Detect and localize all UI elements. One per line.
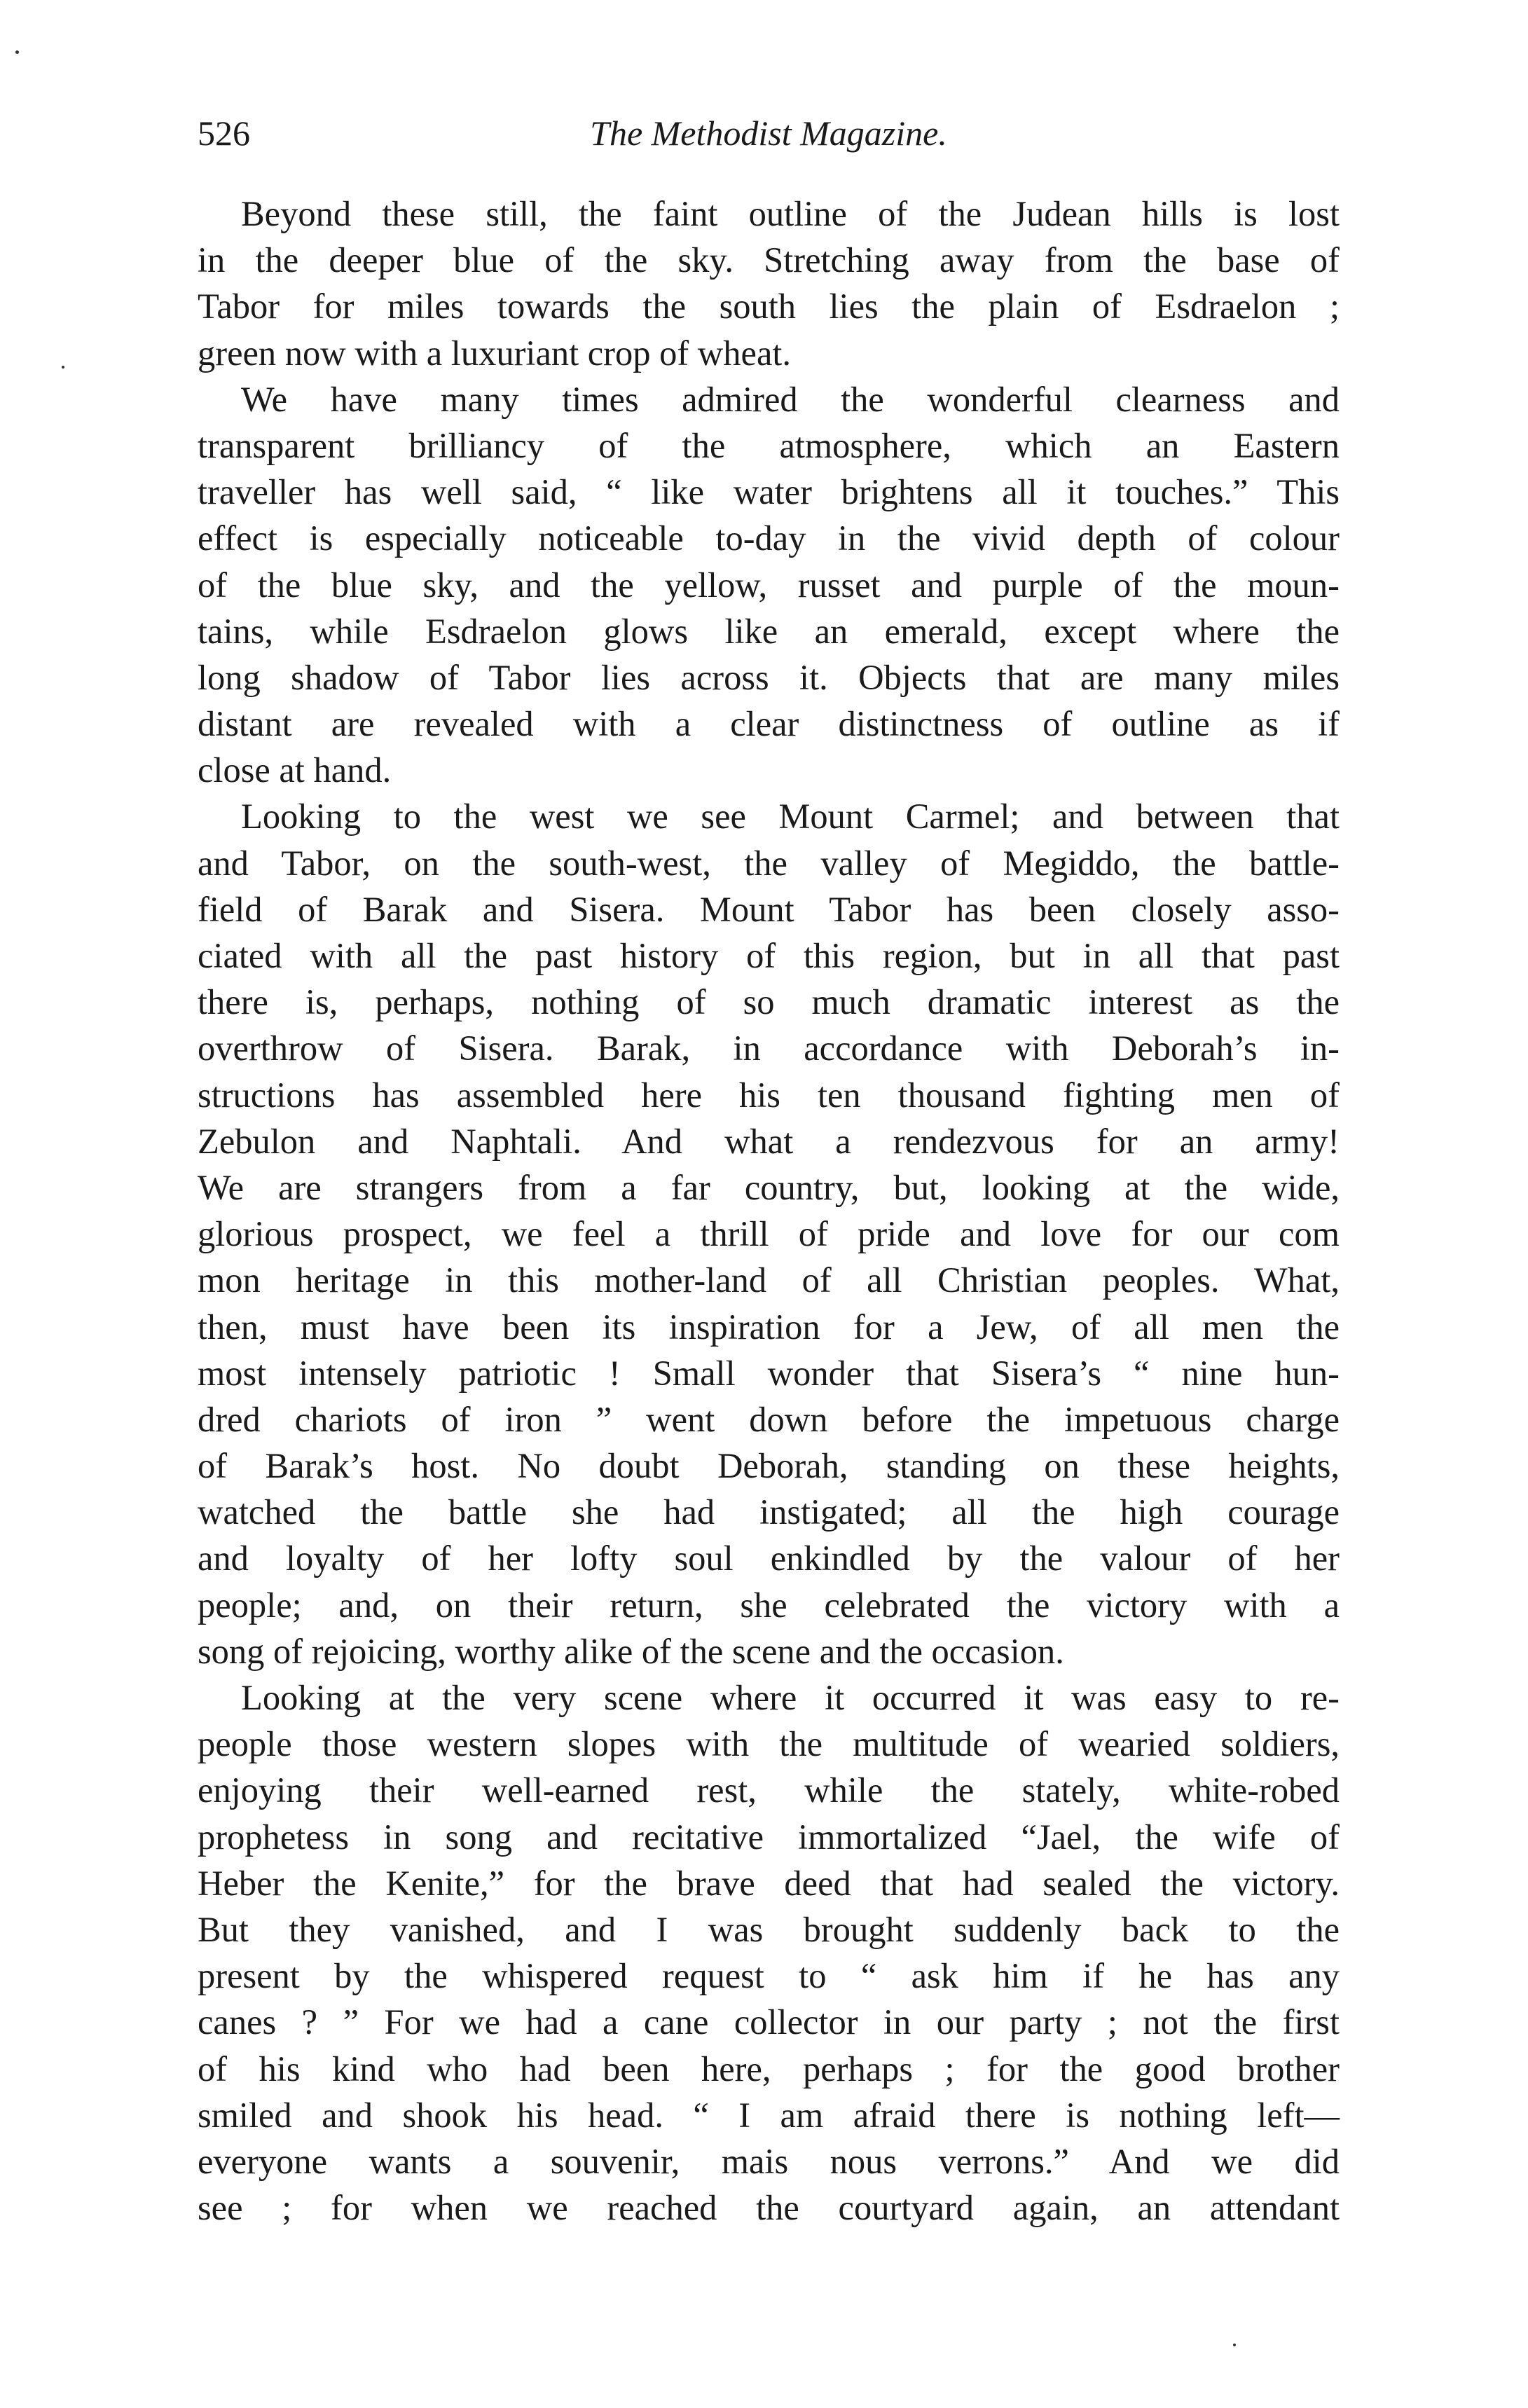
body-text <box>198 191 1340 2231</box>
text-line: overthrow of Sisera. Barak, in accordance with Deborah’s in- <box>198 1028 1340 1068</box>
text-line: Looking to the west we see Mount Carmel; and between that <box>241 797 1340 837</box>
text-line: Beyond these still, the faint outline of the Judean hills is lost <box>241 194 1340 233</box>
text-line: transparent brilliancy of the atmosphere, which an Eastern <box>198 425 1340 465</box>
scan-speck <box>1233 2344 1236 2346</box>
text-line: structions has assembled here his ten thousand fighting men of <box>198 1075 1340 1115</box>
page-header <box>198 105 1340 161</box>
text-line: everyone wants a souvenir, mais nous verrons.” And we did <box>198 2141 1340 2181</box>
text-line: tains, while Esdraelon glows like an emerald, except where the <box>198 611 1340 651</box>
text-line: there is, perhaps, nothing of so much dramatic interest as the <box>198 982 1340 1022</box>
text-line: then, must have been its inspiration for a Jew, of all men the <box>198 1307 1340 1347</box>
page-number: 526 <box>198 113 250 153</box>
scan-speck <box>15 50 19 54</box>
text-line: watched the battle she had instigated; all the high courage <box>198 1492 1340 1532</box>
text-line: people; and, on their return, she celebrated the victory with a <box>198 1585 1340 1625</box>
text-line: Zebulon and Naphtali. And what a rendezvous for an army! <box>198 1121 1340 1161</box>
text-line: dred chariots of iron ” went down before the impetuous charge <box>198 1399 1340 1439</box>
text-line: and loyalty of her lofty soul enkindled by the valour of her <box>198 1539 1340 1578</box>
text-line: in the deeper blue of the sky. Stretching away from the base of <box>198 240 1340 280</box>
text-line: long shadow of Tabor lies across it. Objects that are many miles <box>198 657 1340 697</box>
text-line: people those western slopes with the multitude of wearied soldiers, <box>198 1724 1340 1764</box>
paragraph <box>198 376 1340 794</box>
text-line: of Barak’s host. No doubt Deborah, standing on these heights, <box>198 1446 1340 1486</box>
text-line: see ; for when we reached the courtyard again, an attendant <box>198 2188 1340 2228</box>
text-line: smiled and shook his head. “ I am afraid there is nothing left— <box>198 2095 1340 2135</box>
text-line: We are strangers from a far country, but, looking at the wide, <box>198 1167 1340 1207</box>
text-line: ciated with all the past history of this region, but in all that past <box>198 936 1340 975</box>
text-line: But they vanished, and I was brought suddenly back to the <box>198 1909 1340 1949</box>
text-line: prophetess in song and recitative immortalized “Jael, the wife of <box>198 1817 1340 1857</box>
text-line: mon heritage in this mother-land of all Christian peoples. What, <box>198 1260 1340 1300</box>
text-line: glorious prospect, we feel a thrill of pride and love for our com <box>198 1214 1340 1254</box>
text-line: and Tabor, on the south-west, the valley of Megiddo, the battle- <box>198 843 1340 883</box>
text-line: distant are revealed with a clear distinctness of outline as if <box>198 704 1340 744</box>
text-line: of his kind who had been here, perhaps ; for the good brother <box>198 2049 1340 2089</box>
text-line: most intensely patriotic ! Small wonder that Sisera’s “ nine hun- <box>198 1353 1340 1393</box>
text-line: enjoying their well-earned rest, while the stately, white-robed <box>198 1770 1340 1810</box>
text-line: song of rejoicing, worthy alike of the scene and the occasion. <box>198 1631 1064 1671</box>
text-line: Heber the Kenite,” for the brave deed that had sealed the victory. <box>198 1863 1340 1903</box>
text-line: present by the whispered request to “ ask him if he has any <box>198 1956 1340 1996</box>
text-line: of the blue sky, and the yellow, russet and purple of the moun- <box>198 565 1340 605</box>
paragraph <box>198 1674 1340 2231</box>
text-line: canes ? ” For we had a cane collector in our party ; not the first <box>198 2002 1340 2042</box>
paragraph <box>198 793 1340 1674</box>
text-line: green now with a luxuriant crop of wheat. <box>198 333 792 373</box>
text-line: close at hand. <box>198 750 392 790</box>
text-line: effect is especially noticeable to-day in the vivid depth of colour <box>198 518 1340 558</box>
text-line: We have many times admired the wonderful clearness and <box>241 379 1340 419</box>
paragraph <box>198 191 1340 376</box>
text-line: Looking at the very scene where it occurred it was easy to re- <box>241 1678 1340 1717</box>
text-line: traveller has well said, “ like water brightens all it touches.” This <box>198 472 1340 512</box>
text-line: Tabor for miles towards the south lies the plain of Esdraelon ; <box>198 287 1340 326</box>
running-title: The Methodist Magazine. <box>590 113 947 153</box>
scan-speck <box>62 366 64 369</box>
text-line: field of Barak and Sisera. Mount Tabor has been closely asso- <box>198 889 1340 929</box>
